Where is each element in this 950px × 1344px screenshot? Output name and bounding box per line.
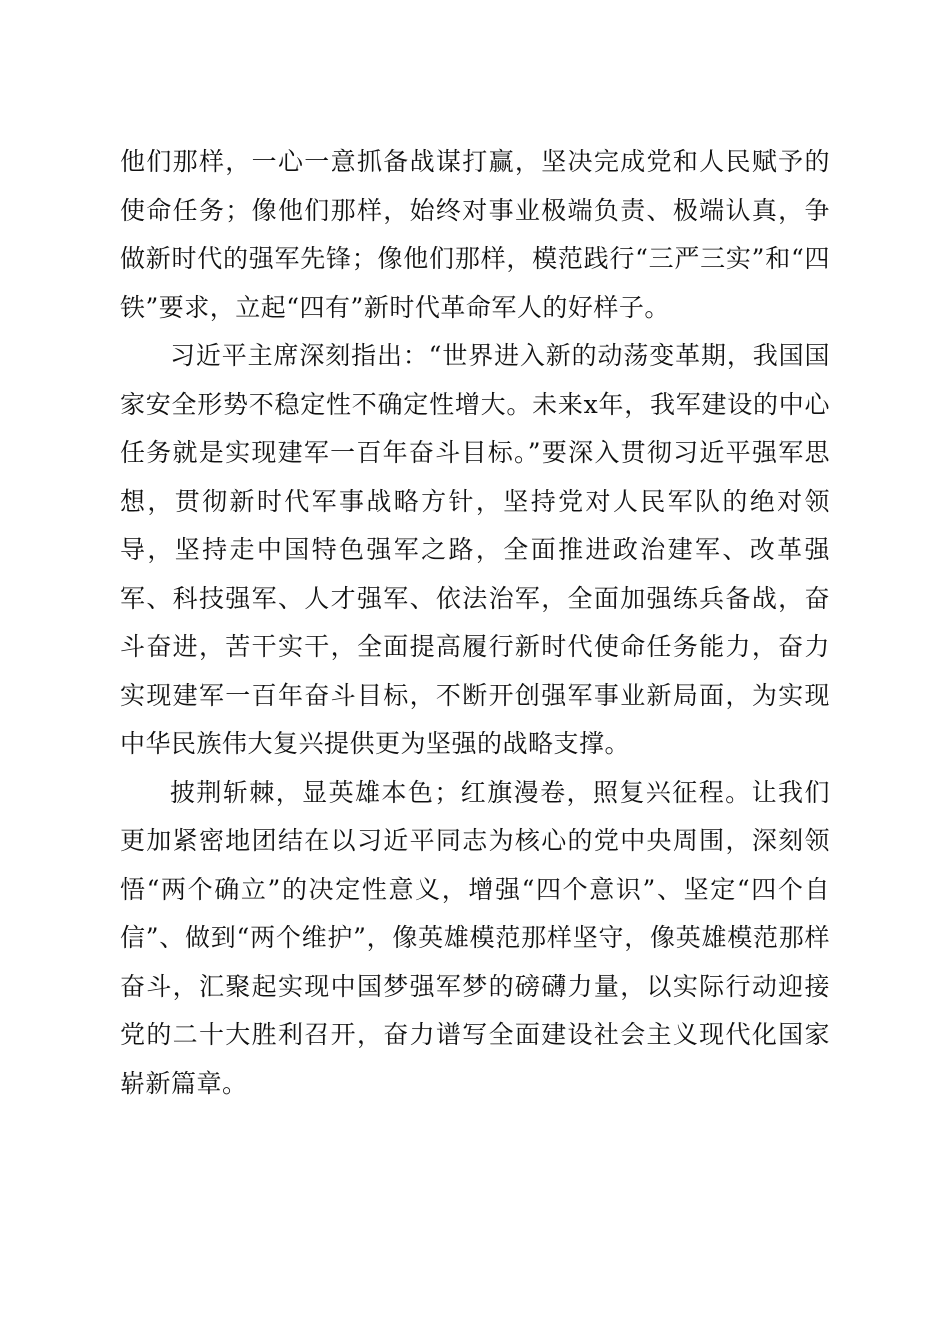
paragraph-xi-quote: 习近平主席深刻指出：“世界进入新的动荡变革期，我国国家安全形势不稳定性不确定性增大。未来x年，我军建设的中心任务就是实现建军一百年奋斗目标。”要深入贯彻习近平强军思想，贯彻新时代军事战略方针，坚持党对人民军队的绝对领导，坚持走中国特色强军之路，全面推进政治建军、改革强军、科技强军、人才强军、依法治军，全面加强练兵备战，奋斗奋进，苦干实干，全面提高履行新时代使命任务能力，奋力实现建军一百年奋斗目标，不断开创强军事业新局面，为实现中华民族伟大复兴提供更为坚强的战略支撑。 — [120, 341, 830, 758]
paragraph-closing: 披荆斩棘，显英雄本色；红旗漫卷，照复兴征程。让我们更加紧密地团结在以习近平同志为核心的党中央周围，深刻领悟“两个确立”的决定性意义，增强“四个意识”、坚定“四个自信”、做到“两个维护”，像英雄模范那样坚守，像英雄模范那样奋斗，汇聚起实现中国梦强军梦的磅礴力量，以实际行动迎接党的二十大胜利召开，奋力谱写全面建设社会主义现代化国家崭新篇章。 — [120, 777, 830, 1098]
document-body — [120, 138, 830, 1108]
paragraph-continuation: 他们那样，一心一意抓备战谋打赢，坚决完成党和人民赋予的使命任务；像他们那样，始终对事业极端负责、极端认真，争做新时代的强军先锋；像他们那样，模范践行“三严三实”和“四铁”要求，立起“四有”新时代革命军人的好样子。 — [120, 147, 830, 322]
